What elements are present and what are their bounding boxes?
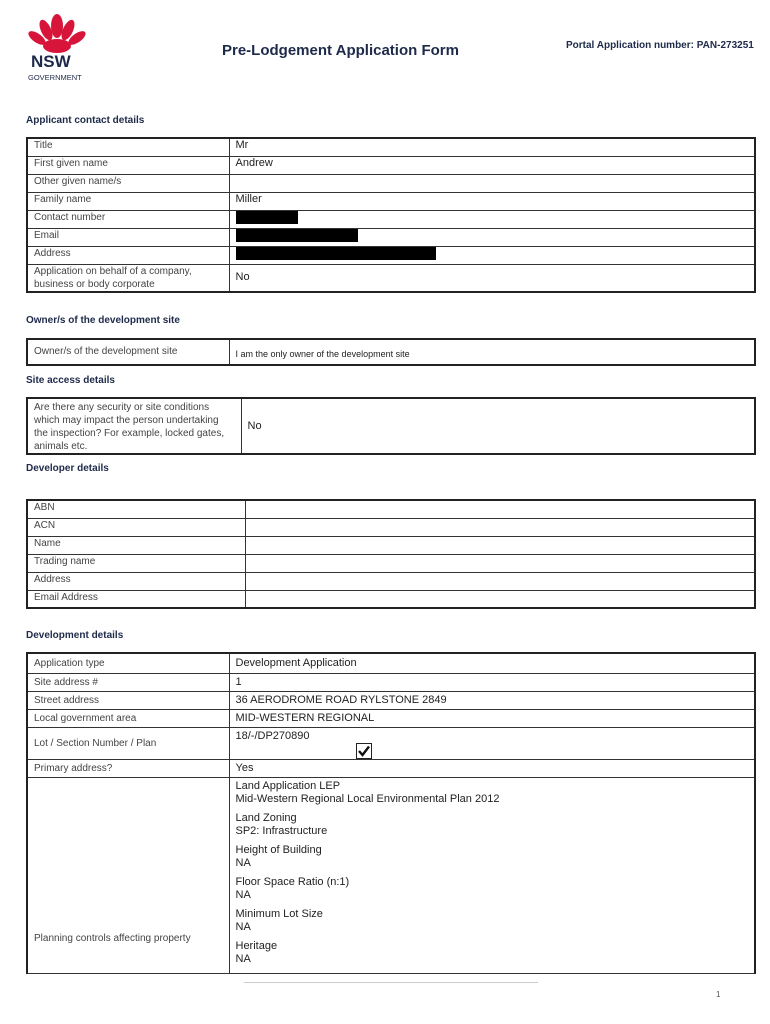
redaction-bar: [236, 211, 298, 224]
planning-item-value: NA: [235, 888, 251, 901]
field-label: Other given name/s: [27, 174, 229, 192]
table-row: [27, 709, 755, 727]
planning-item: [236, 844, 749, 870]
redaction-bar: [236, 229, 358, 242]
primary-address-checkbox[interactable]: [356, 743, 372, 759]
field-label: ACN: [27, 518, 245, 536]
planning-item-value: NA: [235, 856, 251, 869]
field-label: Owner/s of the development site: [27, 339, 229, 365]
field-label: Email: [27, 228, 229, 246]
table-row: [27, 691, 755, 709]
applicant-table: [26, 137, 756, 293]
field-value: MID-WESTERN REGIONAL: [229, 709, 755, 727]
section-heading-owners: Owner/s of the development site: [26, 315, 180, 326]
field-value: 1: [229, 673, 755, 691]
field-value: I am the only owner of the development site: [229, 339, 755, 365]
planning-item-title: Height of Building: [235, 843, 322, 856]
portal-application-number: Portal Application number: PAN-273251: [566, 40, 754, 51]
field-value: Mr: [229, 138, 755, 156]
table-row: [27, 673, 755, 691]
planning-item: [236, 780, 749, 806]
field-value: [229, 727, 755, 759]
field-label: Lot / Section Number / Plan: [27, 727, 229, 759]
field-value: No: [241, 398, 755, 454]
planning-item-title: Land Zoning: [235, 811, 297, 824]
field-value: [245, 500, 755, 518]
planning-item-title: Land Application LEP: [235, 779, 341, 792]
field-value: [245, 572, 755, 590]
field-value: [245, 518, 755, 536]
field-label: Are there any security or site conditions which may impact the person undertaking the inspection? For example, locked gates, animals etc.: [27, 398, 241, 454]
svg-text:GOVERNMENT: GOVERNMENT: [28, 73, 82, 82]
field-value: [229, 210, 755, 228]
planning-item-value: SP2: Infrastructure: [235, 824, 328, 837]
planning-item-value: NA: [235, 952, 251, 965]
planning-item: [236, 908, 749, 934]
planning-item-value: Mid-Western Regional Local Environmental Plan 2012: [235, 792, 500, 805]
field-label: Application on behalf of a company, business or body corporate: [27, 264, 229, 292]
lot-value: 18/-/DP270890: [235, 729, 310, 742]
planning-controls: [229, 777, 755, 974]
planning-item-title: Heritage: [235, 939, 278, 952]
site-access-table: [26, 397, 756, 455]
planning-item-value: NA: [235, 920, 251, 933]
table-row: [27, 156, 755, 174]
field-value: 36 AERODROME ROAD RYLSTONE 2849: [229, 691, 755, 709]
svg-text:NSW: NSW: [31, 52, 71, 71]
table-row: [27, 339, 755, 365]
table-row: [27, 777, 755, 974]
field-label: Site address #: [27, 673, 229, 691]
field-label: Name: [27, 536, 245, 554]
field-label: Application type: [27, 653, 229, 673]
field-value: [245, 590, 755, 608]
field-value: No: [229, 264, 755, 292]
table-row: [27, 759, 755, 777]
section-heading-site-access: Site access details: [26, 375, 115, 386]
planning-item: [236, 812, 749, 838]
planning-item: [236, 940, 749, 966]
field-value: Andrew: [229, 156, 755, 174]
planning-item-title: Minimum Lot Size: [235, 907, 323, 920]
field-label: Local government area: [27, 709, 229, 727]
table-row: [27, 518, 755, 536]
owners-table: [26, 338, 756, 366]
planning-item-title: Floor Space Ratio (n:1): [235, 875, 350, 888]
field-label: ABN: [27, 500, 245, 518]
footer-divider: [244, 982, 538, 983]
table-row: [27, 727, 755, 759]
table-row: [27, 590, 755, 608]
developer-table: [26, 499, 756, 609]
field-value: Development Application: [229, 653, 755, 673]
table-row: [27, 653, 755, 673]
field-label: First given name: [27, 156, 229, 174]
field-value: [229, 246, 755, 264]
table-row: [27, 500, 755, 518]
field-value: [229, 228, 755, 246]
field-value: [245, 554, 755, 572]
table-row: [27, 246, 755, 264]
field-label: Address: [27, 246, 229, 264]
planning-item: [236, 876, 749, 902]
table-row: [27, 572, 755, 590]
field-label: Planning controls affecting property: [27, 777, 229, 974]
field-label: Contact number: [27, 210, 229, 228]
table-row: [27, 192, 755, 210]
field-value: [245, 536, 755, 554]
section-heading-development: Development details: [26, 630, 124, 641]
section-heading-developer: Developer details: [26, 463, 109, 474]
field-value: Yes: [229, 759, 755, 777]
page-title: Pre-Lodgement Application Form: [222, 42, 459, 59]
field-label: Trading name: [27, 554, 245, 572]
field-label: Email Address: [27, 590, 245, 608]
page-number: 1: [716, 990, 721, 999]
table-row: [27, 554, 755, 572]
checkmark-icon: [357, 744, 371, 758]
field-value: [229, 174, 755, 192]
field-label: Primary address?: [27, 759, 229, 777]
redaction-bar: [236, 247, 436, 260]
field-label: Address: [27, 572, 245, 590]
nsw-government-logo: [24, 12, 90, 86]
table-row: [27, 174, 755, 192]
field-value: Miller: [229, 192, 755, 210]
field-label: Title: [27, 138, 229, 156]
development-table: [26, 652, 756, 974]
table-row: [27, 398, 755, 454]
section-heading-applicant: Applicant contact details: [26, 115, 145, 126]
table-row: [27, 536, 755, 554]
field-label: Street address: [27, 691, 229, 709]
table-row: [27, 210, 755, 228]
table-row: [27, 228, 755, 246]
table-row: [27, 264, 755, 292]
table-row: [27, 138, 755, 156]
field-label: Family name: [27, 192, 229, 210]
